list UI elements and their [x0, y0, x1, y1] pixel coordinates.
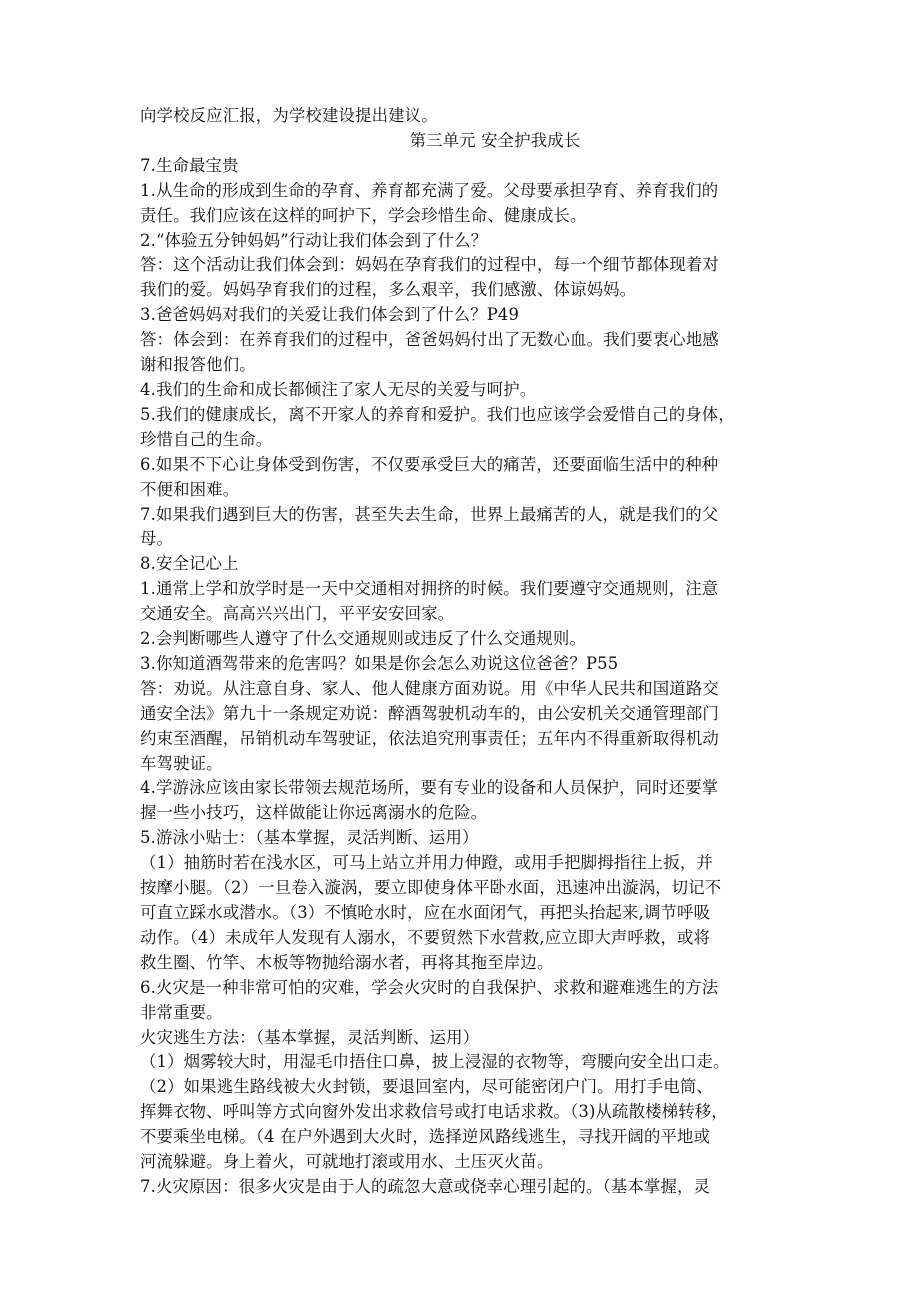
text-line: 珍惜自己的生命。: [140, 429, 273, 449]
text-line: 交通安全。高高兴兴出门，平平安安回家。: [140, 604, 455, 624]
text-line: 1.通常上学和放学时是一天中交通相对拥挤的时候。我们要遵守交通规则，注意: [140, 579, 719, 599]
text-line: （2）如果逃生路线被大火封锁，要退回室内，尽可能密闭户门。用打手电筒、: [140, 1077, 713, 1097]
text-line: 责任。我们应该在这样的呵护下，学会珍惜生命、健康成长。: [140, 205, 587, 225]
text-line: 4.我们的生命和成长都倾注了家人无尽的关爱与呵护。: [140, 379, 537, 399]
text-line: 谢和报答他们。: [140, 355, 256, 375]
text-line: 车驾驶证。: [140, 753, 223, 773]
text-line: 动作。（4）未成年人发现有人溺水，不要贸然下水营救,应立即大声呼救，或将: [140, 927, 711, 947]
text-line: 通安全法》第九十一条规定劝说：醉酒驾驶机动车的，由公安机关交通管理部门: [140, 703, 719, 723]
text-line: 挥舞衣物、呼叫等方式向窗外发出求救信号或打电话求救。（3)从疏散楼梯转移，: [140, 1102, 728, 1122]
document-body: [140, 104, 790, 1200]
text-line: 2.“体验五分钟妈妈”行动让我们体会到了什么？: [140, 230, 488, 250]
text-line: 2.会判断哪些人遵守了什么交通规则或违反了什么交通规则。: [140, 629, 586, 649]
text-line: 约束至酒醒，吊销机动车驾驶证，依法追究刑事责任；五年内不得重新取得机动: [140, 728, 719, 748]
text-line: 7.火灾原因：很多火灾是由于人的疏忽大意或侥幸心理引起的。（基本掌握，灵: [140, 1176, 711, 1196]
text-line: 答：体会到：在养育我们的过程中，爸爸妈妈付出了无数心血。我们要衷心地感: [140, 330, 719, 350]
text-line: 握一些小技巧，这样做能让你远离溺水的危险。: [140, 803, 488, 823]
text-line: 8.安全记心上: [140, 554, 239, 574]
text-line: 向学校反应汇报，为学校建设提出建议。: [140, 106, 438, 125]
text-line: 不便和困难。: [140, 479, 240, 499]
text-line: 火灾逃生方法：（基本掌握，灵活判断、运用）: [140, 1027, 480, 1047]
text-line: 7.如果我们遇到巨大的伤害，甚至失去生命，世界上最痛苦的人，就是我们的父: [140, 504, 719, 524]
text-line: 不要乘坐电梯。（4 在户外遇到大火时，选择逆风路线逃生，寻找开阔的平地或: [140, 1127, 711, 1147]
section-heading: 第三单元 安全护我成长: [409, 130, 581, 150]
text-line: 5.我们的健康成长，离不开家人的养育和爱护。我们也应该学会爱惜自己的身体，: [140, 404, 735, 424]
text-line: 3.爸爸妈妈对我们的关爱让我们体会到了什么？P49: [140, 305, 520, 325]
text-line: 5.游泳小贴士：（基本掌握，灵活判断、运用）: [140, 828, 479, 848]
text-line: 6.火灾是一种非常可怕的灾难，学会火灾时的自我保护、求救和避难逃生的方法: [140, 977, 719, 997]
text-line: 河流躲避。身上着火，可就地打滚或用水、土压灭火苗。: [140, 1152, 554, 1172]
text-line: （1）烟雾较大时，用湿毛巾捂住口鼻，披上浸湿的衣物等，弯腰向安全出口走。: [140, 1052, 730, 1072]
text-line: 3.你知道酒驾带来的危害吗？如果是你会怎么劝说这位爸爸？P55: [140, 653, 619, 673]
text-line: 6.如果不下心让身体受到伤害，不仅要承受巨大的痛苦，还要面临生活中的种种: [140, 454, 719, 474]
text-line: 1.从生命的形成到生命的孕育、养育都充满了爱。父母要承担孕育、养育我们的: [140, 180, 719, 200]
text-line: 救生圈、竹竿、木板等物抛给溺水者，再将其拖至岸边。: [140, 952, 554, 972]
text-line: 母。: [140, 529, 174, 549]
text-line: 我们的爱。妈妈孕育我们的过程，多么艰辛，我们感激、体谅妈妈。: [140, 280, 637, 300]
text-line: （1）抽筋时若在浅水区，可马上站立并用力伸蹬，或用手把脚拇指往上扳，并: [140, 853, 713, 873]
text-line: 7.生命最宝贵: [140, 155, 239, 175]
text-line: 非常重要。: [140, 1002, 223, 1022]
text-line: 按摩小腿。（2）一旦卷入漩涡，要立即使身体平卧水面，迅速冲出漩涡，切记不: [140, 878, 722, 898]
text-line: 答：这个活动让我们体会到：妈妈在孕育我们的过程中，每一个细节都体现着对: [140, 255, 719, 275]
text-line: 4.学游泳应该由家长带领去规范场所，要有专业的设备和人员保护，同时还要掌: [140, 778, 719, 798]
text-line: 可直立踩水或潜水。（3）不慎呛水时，应在水面闭气，再把头抬起来,调节呼吸: [140, 903, 711, 922]
text-line: 答：劝说。从注意自身、家人、他人健康方面劝说。用《中华人民共和国道路交: [140, 678, 719, 698]
